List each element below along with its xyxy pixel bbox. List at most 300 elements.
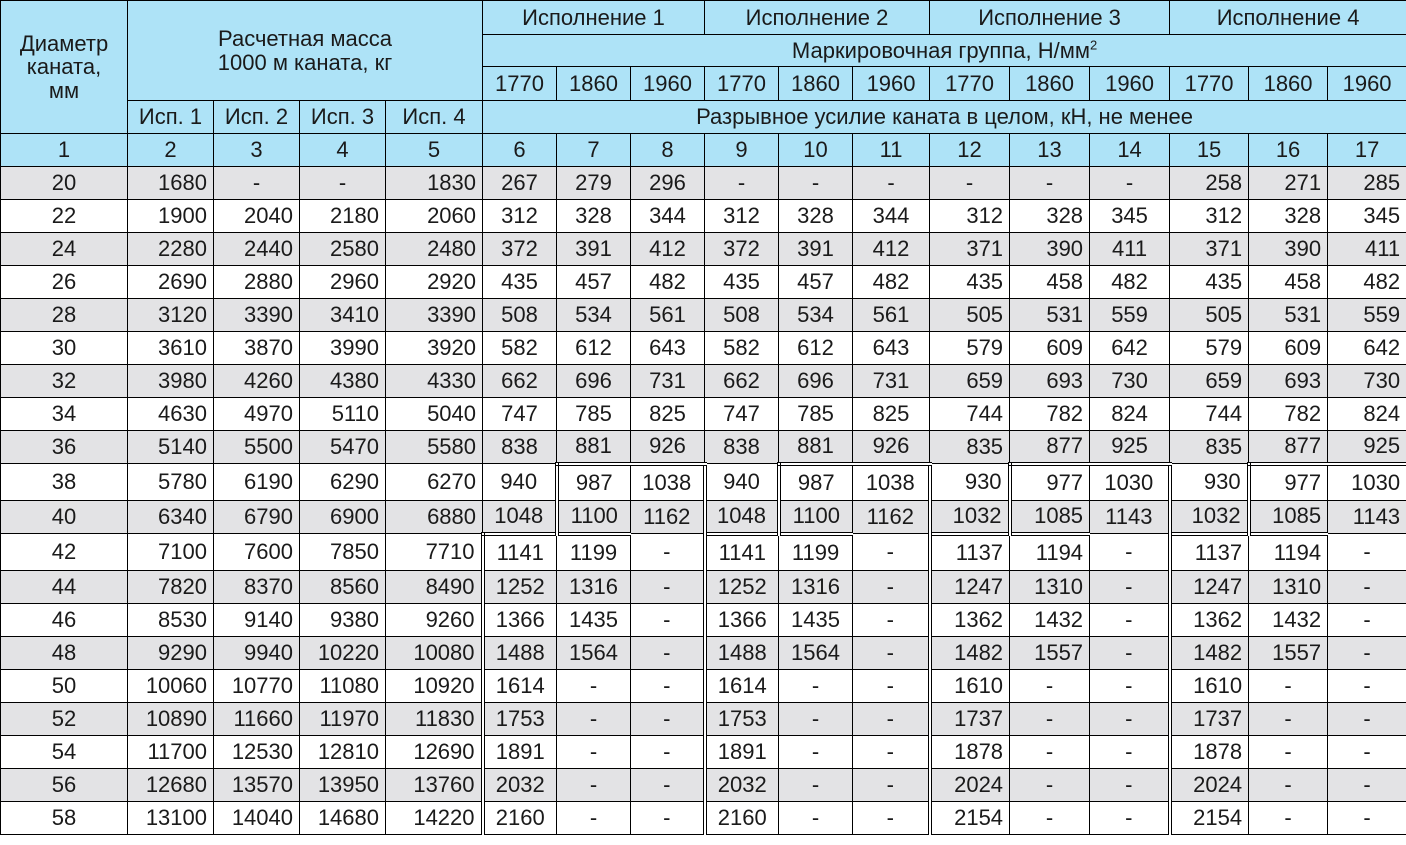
mass-subcol: Исп. 2	[214, 101, 300, 134]
force-cell: 1162	[853, 501, 930, 534]
force-cell: -	[631, 604, 705, 637]
force-cell: 482	[631, 266, 705, 299]
mass-cell: 12680	[128, 769, 214, 802]
diameter-cell: 48	[1, 637, 128, 670]
column-number-cell: 9	[705, 134, 779, 167]
table-row	[1, 534, 1406, 571]
mass-cell: 9940	[214, 637, 300, 670]
table-row	[1, 431, 1406, 464]
force-cell: 267	[483, 167, 557, 200]
mass-cell: 2480	[386, 233, 483, 266]
force-cell: 1488	[705, 637, 779, 670]
mass-cell: 1680	[128, 167, 214, 200]
header-execution-3: Исполнение 3	[930, 1, 1170, 35]
force-cell: 1891	[705, 736, 779, 769]
column-number-cell: 10	[779, 134, 853, 167]
force-cell: 1252	[483, 571, 557, 604]
mass-cell: 2690	[128, 266, 214, 299]
mass-cell: 7100	[128, 534, 214, 571]
force-cell: 391	[779, 233, 853, 266]
force-cell: 2032	[705, 769, 779, 802]
mass-cell: -	[300, 167, 386, 200]
mass-cell: 2960	[300, 266, 386, 299]
force-cell: 372	[705, 233, 779, 266]
force-cell: 1030	[1328, 464, 1406, 501]
mass-cell: 2440	[214, 233, 300, 266]
force-cell: 1610	[930, 670, 1010, 703]
force-cell: 312	[483, 200, 557, 233]
force-cell: 642	[1090, 332, 1170, 365]
force-cell: 782	[1010, 398, 1090, 431]
force-cell: 940	[705, 464, 779, 501]
diameter-cell: 34	[1, 398, 128, 431]
mass-cell: 6290	[300, 464, 386, 501]
force-cell: 1737	[930, 703, 1010, 736]
force-cell: 1614	[705, 670, 779, 703]
mass-cell: 10890	[128, 703, 214, 736]
force-cell: 1038	[853, 464, 930, 501]
mass-cell: 11700	[128, 736, 214, 769]
force-cell: 643	[631, 332, 705, 365]
force-cell: 457	[779, 266, 853, 299]
table-row	[1, 266, 1406, 299]
force-cell: 731	[631, 365, 705, 398]
force-cell: 458	[1249, 266, 1328, 299]
force-cell: -	[853, 736, 930, 769]
column-number-cell: 5	[386, 134, 483, 167]
force-cell: -	[853, 670, 930, 703]
force-cell: 1100	[779, 501, 853, 534]
mass-cell: 5580	[386, 431, 483, 464]
mass-cell: 2580	[300, 233, 386, 266]
header-execution-2: Исполнение 2	[705, 1, 930, 35]
force-cell: 505	[1170, 299, 1249, 332]
mass-cell: 5470	[300, 431, 386, 464]
force-cell: 534	[779, 299, 853, 332]
force-cell: -	[1328, 670, 1406, 703]
mass-cell: 12810	[300, 736, 386, 769]
force-cell: 508	[483, 299, 557, 332]
mass-cell: 5500	[214, 431, 300, 464]
force-cell: 271	[1249, 167, 1328, 200]
column-number-cell: 16	[1249, 134, 1328, 167]
mass-cell: 8560	[300, 571, 386, 604]
force-cell: 2160	[705, 802, 779, 835]
mass-cell: 3990	[300, 332, 386, 365]
force-cell: 940	[483, 464, 557, 501]
mass-cell: 2040	[214, 200, 300, 233]
marking-group-label: Маркировочная группа, Н/мм	[791, 37, 1090, 63]
table-row	[1, 167, 1406, 200]
force-cell: 977	[1249, 464, 1328, 501]
mass-cell: 4970	[214, 398, 300, 431]
grade-cell: 1960	[1328, 67, 1406, 101]
table-row	[1, 501, 1406, 534]
force-cell: 531	[1249, 299, 1328, 332]
force-cell: 1610	[1170, 670, 1249, 703]
grade-cell: 1960	[853, 67, 930, 101]
mass-cell: 3610	[128, 332, 214, 365]
force-cell: 877	[1249, 431, 1328, 464]
force-cell: -	[1328, 534, 1406, 571]
force-cell: 1048	[483, 501, 557, 534]
force-cell: 312	[930, 200, 1010, 233]
diameter-cell: 56	[1, 769, 128, 802]
force-cell: 930	[1170, 464, 1249, 501]
force-cell: 926	[631, 431, 705, 464]
diameter-cell: 28	[1, 299, 128, 332]
force-cell: 435	[930, 266, 1010, 299]
header-execution-4: Исполнение 4	[1170, 1, 1406, 35]
mass-cell: 4260	[214, 365, 300, 398]
mass-cell: 11830	[386, 703, 483, 736]
force-cell: 1194	[1010, 534, 1090, 571]
force-cell: 824	[1328, 398, 1406, 431]
force-cell: 579	[1170, 332, 1249, 365]
force-cell: 1557	[1010, 637, 1090, 670]
column-number-cell: 12	[930, 134, 1010, 167]
force-cell: -	[631, 571, 705, 604]
table-row	[1, 802, 1406, 835]
force-cell: 482	[853, 266, 930, 299]
force-cell: -	[853, 571, 930, 604]
force-cell: 1435	[779, 604, 853, 637]
column-number-cell: 6	[483, 134, 557, 167]
force-cell: 285	[1328, 167, 1406, 200]
force-cell: 926	[853, 431, 930, 464]
force-cell: 696	[779, 365, 853, 398]
grade-cell: 1770	[705, 67, 779, 101]
mass-cell: 5780	[128, 464, 214, 501]
force-cell: -	[631, 637, 705, 670]
force-cell: -	[1090, 637, 1170, 670]
force-cell: 390	[1249, 233, 1328, 266]
force-cell: -	[779, 736, 853, 769]
force-cell: -	[631, 534, 705, 571]
force-cell: 508	[705, 299, 779, 332]
force-cell: -	[930, 167, 1010, 200]
force-cell: 2024	[1170, 769, 1249, 802]
force-cell: 747	[483, 398, 557, 431]
diameter-cell: 54	[1, 736, 128, 769]
mass-cell: 10770	[214, 670, 300, 703]
force-cell: 345	[1328, 200, 1406, 233]
force-cell: -	[1090, 736, 1170, 769]
force-cell: -	[1090, 534, 1170, 571]
force-cell: 345	[1090, 200, 1170, 233]
force-cell: 371	[1170, 233, 1249, 266]
mass-cell: 10220	[300, 637, 386, 670]
force-cell: 412	[631, 233, 705, 266]
mass-cell: 3410	[300, 299, 386, 332]
diameter-cell: 24	[1, 233, 128, 266]
force-cell: -	[853, 703, 930, 736]
force-cell: 559	[1328, 299, 1406, 332]
force-cell: 881	[779, 431, 853, 464]
force-cell: 730	[1328, 365, 1406, 398]
force-cell: 1141	[705, 534, 779, 571]
force-cell: -	[1249, 670, 1328, 703]
table-row	[1, 464, 1406, 501]
marking-group-sup: 2	[1089, 37, 1098, 53]
mass-cell: 2920	[386, 266, 483, 299]
diameter-cell: 30	[1, 332, 128, 365]
force-cell: 930	[930, 464, 1010, 501]
mass-cell: 12530	[214, 736, 300, 769]
force-cell: 1162	[631, 501, 705, 534]
force-cell: -	[853, 769, 930, 802]
grade-cell: 1960	[631, 67, 705, 101]
mass-cell: 2060	[386, 200, 483, 233]
force-cell: -	[1328, 637, 1406, 670]
force-cell: 987	[557, 464, 631, 501]
force-cell: -	[705, 167, 779, 200]
force-cell: 1753	[483, 703, 557, 736]
table-row	[1, 703, 1406, 736]
force-cell: 1194	[1249, 534, 1328, 571]
force-cell: 1085	[1010, 501, 1090, 534]
diameter-cell: 58	[1, 802, 128, 835]
force-cell: -	[1010, 769, 1090, 802]
force-cell: -	[853, 637, 930, 670]
force-cell: 1199	[557, 534, 631, 571]
mass-cell: 4380	[300, 365, 386, 398]
force-cell: -	[557, 736, 631, 769]
mass-cell: 2280	[128, 233, 214, 266]
force-cell: -	[1328, 736, 1406, 769]
force-cell: 731	[853, 365, 930, 398]
force-cell: 1310	[1010, 571, 1090, 604]
force-cell: 1252	[705, 571, 779, 604]
table-row	[1, 736, 1406, 769]
force-cell: -	[1328, 571, 1406, 604]
force-cell: 1030	[1090, 464, 1170, 501]
force-cell: 296	[631, 167, 705, 200]
force-cell: 1482	[1170, 637, 1249, 670]
header-marking-group	[483, 35, 1406, 67]
force-cell: -	[1249, 703, 1328, 736]
diameter-cell: 52	[1, 703, 128, 736]
mass-cell: 9140	[214, 604, 300, 637]
force-cell: 1247	[1170, 571, 1249, 604]
force-cell: 1316	[779, 571, 853, 604]
force-cell: 1564	[557, 637, 631, 670]
force-cell: 838	[705, 431, 779, 464]
mass-cell: 4630	[128, 398, 214, 431]
force-cell: 825	[853, 398, 930, 431]
force-cell: 328	[779, 200, 853, 233]
force-cell: 2160	[483, 802, 557, 835]
force-cell: -	[1249, 769, 1328, 802]
table-row	[1, 670, 1406, 703]
grade-cell: 1860	[1010, 67, 1090, 101]
force-cell: 925	[1090, 431, 1170, 464]
mass-cell: 14040	[214, 802, 300, 835]
diameter-cell: 38	[1, 464, 128, 501]
force-cell: 825	[631, 398, 705, 431]
force-cell: 835	[1170, 431, 1249, 464]
force-cell: 877	[1010, 431, 1090, 464]
force-cell: 785	[779, 398, 853, 431]
force-cell: -	[631, 703, 705, 736]
force-cell: 344	[853, 200, 930, 233]
force-cell: 747	[705, 398, 779, 431]
force-cell: -	[1090, 703, 1170, 736]
mass-cell: 10080	[386, 637, 483, 670]
force-cell: 505	[930, 299, 1010, 332]
force-cell: 1362	[1170, 604, 1249, 637]
force-cell: 1557	[1249, 637, 1328, 670]
force-cell: 662	[705, 365, 779, 398]
diameter-cell: 32	[1, 365, 128, 398]
mass-cell: 12690	[386, 736, 483, 769]
mass-cell: 3390	[214, 299, 300, 332]
column-numbers-row	[1, 134, 1406, 167]
force-cell: 609	[1010, 332, 1090, 365]
grade-cell: 1860	[557, 67, 631, 101]
force-cell: 612	[779, 332, 853, 365]
force-cell: -	[631, 769, 705, 802]
force-cell: -	[1090, 769, 1170, 802]
force-cell: 696	[557, 365, 631, 398]
mass-cell: 7820	[128, 571, 214, 604]
mass-cell: 13570	[214, 769, 300, 802]
mass-cell: 8490	[386, 571, 483, 604]
force-cell: 835	[930, 431, 1010, 464]
mass-cell: 7600	[214, 534, 300, 571]
force-cell: 925	[1328, 431, 1406, 464]
mass-subcol: Исп. 3	[300, 101, 386, 134]
force-cell: 1891	[483, 736, 557, 769]
force-cell: 1435	[557, 604, 631, 637]
force-cell: -	[557, 769, 631, 802]
mass-cell: 2880	[214, 266, 300, 299]
mass-cell: 5140	[128, 431, 214, 464]
force-cell: 1247	[930, 571, 1010, 604]
force-cell: 782	[1249, 398, 1328, 431]
force-cell: 1032	[1170, 501, 1249, 534]
header-break-force: Разрывное усилие каната в целом, кН, не менее	[483, 101, 1406, 134]
table-row	[1, 299, 1406, 332]
force-cell: -	[1328, 703, 1406, 736]
force-cell: 1310	[1249, 571, 1328, 604]
force-cell: 482	[1328, 266, 1406, 299]
force-cell: -	[1328, 802, 1406, 835]
header-mass: Расчетная масса 1000 м каната, кг	[128, 1, 483, 101]
force-cell: 328	[1249, 200, 1328, 233]
force-cell: -	[557, 703, 631, 736]
table-row	[1, 200, 1406, 233]
force-cell: 1737	[1170, 703, 1249, 736]
table-row	[1, 571, 1406, 604]
force-cell: 659	[1170, 365, 1249, 398]
diameter-cell: 26	[1, 266, 128, 299]
table-header	[1, 1, 1406, 167]
force-cell: 744	[930, 398, 1010, 431]
diameter-cell: 50	[1, 670, 128, 703]
force-cell: 435	[1170, 266, 1249, 299]
grade-cell: 1770	[930, 67, 1010, 101]
grade-cell: 1770	[483, 67, 557, 101]
force-cell: 977	[1010, 464, 1090, 501]
force-cell: 662	[483, 365, 557, 398]
force-cell: 1048	[705, 501, 779, 534]
force-cell: -	[1010, 736, 1090, 769]
force-cell: 534	[557, 299, 631, 332]
force-cell: 435	[705, 266, 779, 299]
column-number-cell: 1	[1, 134, 128, 167]
force-cell: 371	[930, 233, 1010, 266]
force-cell: 372	[483, 233, 557, 266]
table-row	[1, 365, 1406, 398]
force-cell: 1432	[1249, 604, 1328, 637]
table-row	[1, 233, 1406, 266]
force-cell: 1482	[930, 637, 1010, 670]
force-cell: -	[779, 167, 853, 200]
force-cell: -	[631, 802, 705, 835]
mass-cell: 9260	[386, 604, 483, 637]
force-cell: 612	[557, 332, 631, 365]
mass-cell: 3390	[386, 299, 483, 332]
force-cell: -	[1090, 571, 1170, 604]
force-cell: 1143	[1328, 501, 1406, 534]
force-cell: -	[779, 670, 853, 703]
table-body	[1, 167, 1406, 835]
force-cell: -	[1090, 802, 1170, 835]
force-cell: -	[1010, 670, 1090, 703]
force-cell: 987	[779, 464, 853, 501]
header-execution-1: Исполнение 1	[483, 1, 705, 35]
force-cell: -	[779, 802, 853, 835]
force-cell: -	[557, 802, 631, 835]
force-cell: 328	[557, 200, 631, 233]
force-cell: 659	[930, 365, 1010, 398]
diameter-cell: 40	[1, 501, 128, 534]
force-cell: 643	[853, 332, 930, 365]
diameter-cell: 46	[1, 604, 128, 637]
table-row	[1, 332, 1406, 365]
mass-cell: 8530	[128, 604, 214, 637]
force-cell: 642	[1328, 332, 1406, 365]
force-cell: 390	[1010, 233, 1090, 266]
mass-cell: 10920	[386, 670, 483, 703]
force-cell: 579	[930, 332, 1010, 365]
force-cell: -	[631, 736, 705, 769]
diameter-cell: 44	[1, 571, 128, 604]
mass-cell: 7710	[386, 534, 483, 571]
force-cell: 458	[1010, 266, 1090, 299]
force-cell: 1137	[930, 534, 1010, 571]
grade-cell: 1770	[1170, 67, 1249, 101]
force-cell: 1143	[1090, 501, 1170, 534]
force-cell: 881	[557, 431, 631, 464]
mass-cell: 3920	[386, 332, 483, 365]
force-cell: 561	[631, 299, 705, 332]
force-cell: 1316	[557, 571, 631, 604]
force-cell: 693	[1249, 365, 1328, 398]
diameter-cell: 20	[1, 167, 128, 200]
mass-cell: 8370	[214, 571, 300, 604]
force-cell: -	[853, 167, 930, 200]
mass-cell: 5110	[300, 398, 386, 431]
mass-cell: 3870	[214, 332, 300, 365]
column-number-cell: 7	[557, 134, 631, 167]
mass-cell: 11970	[300, 703, 386, 736]
force-cell: 744	[1170, 398, 1249, 431]
force-cell: 693	[1010, 365, 1090, 398]
table-row	[1, 398, 1406, 431]
force-cell: 2154	[930, 802, 1010, 835]
